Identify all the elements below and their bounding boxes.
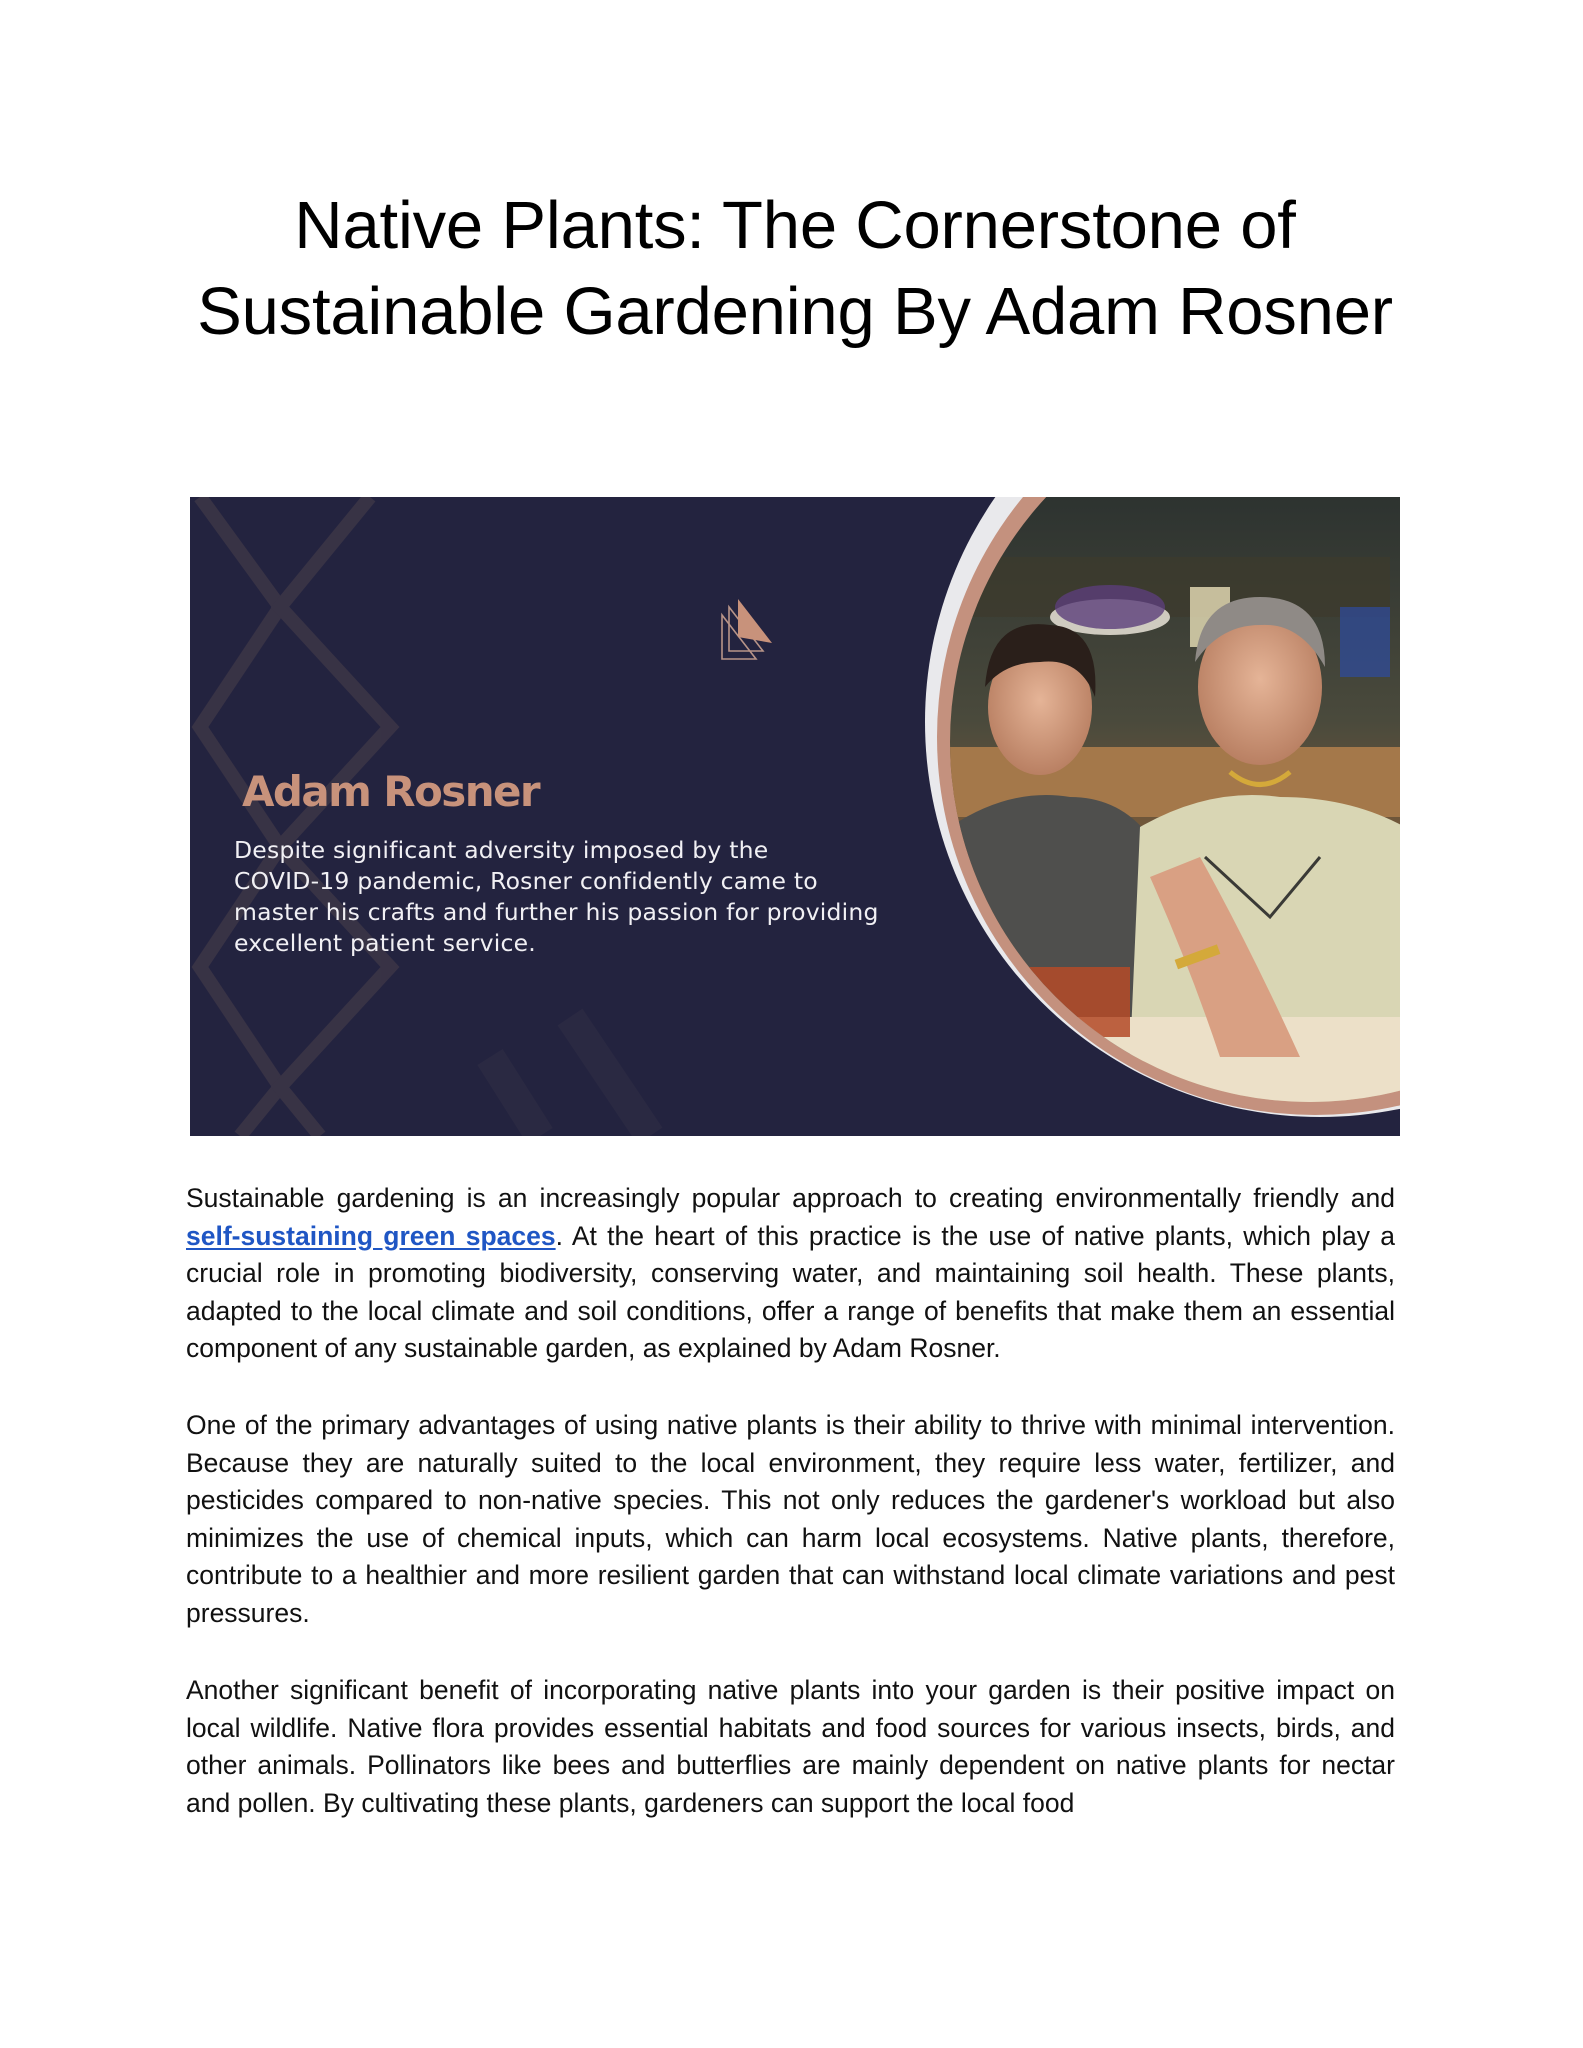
page-title: Native Plants: The Cornerstone of Sustainable Gardening By Adam Rosner xyxy=(197,188,1393,349)
banner-author-name: Adam Rosner xyxy=(242,767,539,816)
self-sustaining-green-spaces-link[interactable]: self-sustaining green spaces xyxy=(186,1220,556,1251)
author-banner-image xyxy=(190,497,1400,1136)
banner-description-line: excellent patient service. xyxy=(234,929,536,957)
body-paragraph-2: One of the primary advantages of using native plants is their ability to thrive with minimal intervention. Because they are naturally suited to the local environment, they require less water, fertilizer, and pesticides compared to non-native species. This not only reduces the gardener's workload but also minimizes the use of chemical inputs, which can harm local ecosystems. Native plants, therefore, contribute to a healthier and more resilient garden that can withstand local climate variations and pest pressures. xyxy=(186,1410,1395,1628)
body-paragraph-3: Another significant benefit of incorporating native plants into your garden is their positive impact on local wildlife. Native flora provides essential habitats and food sources for various insects, birds, and other animals. Pollinators like bees and butterflies are mainly dependent on native plants for nectar and pollen. By cultivating these plants, gardeners can support the local food xyxy=(186,1675,1395,1818)
body-paragraph-1 xyxy=(186,1180,1395,1368)
banner-description-line: COVID-19 pandemic, Rosner confidently came to xyxy=(234,867,818,895)
paragraph-text: . At the heart of this practice is the use of native plants, which play a crucial role in promoting biodiversity, conserving water, and maintaining soil health. These plants, adapted to the local climate and soil conditions, offer a range of benefits that make them an essential component of any sustainable garden, as explained by Adam Rosner. xyxy=(186,1220,1395,1364)
banner-description-line: Despite significant adversity imposed by the xyxy=(234,836,769,864)
banner-description-line: master his crafts and further his passion for providing xyxy=(234,898,879,926)
paragraph-text: Sustainable gardening is an increasingly popular approach to creating environmentally friendly and xyxy=(186,1183,1395,1213)
author-photo xyxy=(190,497,1400,1136)
